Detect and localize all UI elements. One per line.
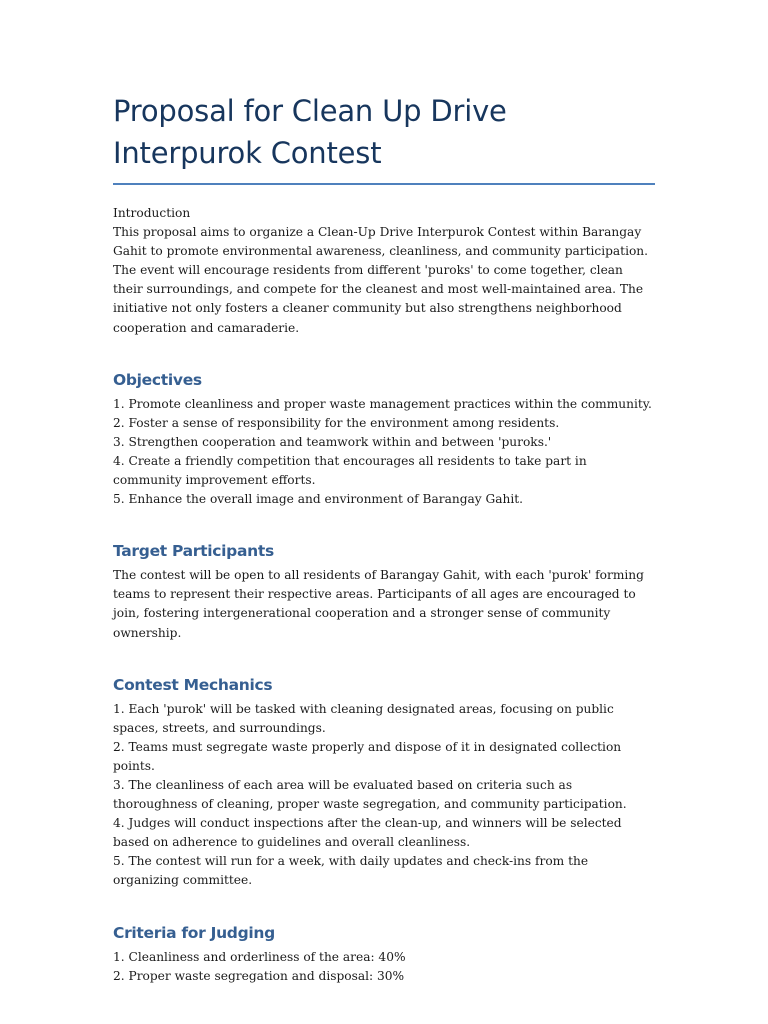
criteria-item: 2. Proper waste segregation and disposal: 30%: [113, 968, 405, 983]
document-page: [113, 90, 655, 986]
participants-heading: Target Participants: [113, 542, 274, 561]
criteria-heading: Criteria for Judging: [113, 923, 275, 942]
objective-item: 3. Strengthen cooperation and teamwork within and between 'puroks.': [113, 434, 552, 449]
mechanics-item: 3. The cleanliness of each area will be evaluated based on criteria such as thoroughness of cleaning, proper waste segregation, and community participation.: [113, 777, 627, 812]
participants-paragraph: The contest will be open to all residents of Barangay Gahit, with each 'purok' forming teams to represent their respective areas. Participants of all ages are encouraged to join, fostering intergenerational cooperation and a stronger sense of community ownership.: [113, 568, 644, 640]
criteria-list: [113, 948, 655, 986]
mechanics-item: 1. Each 'purok' will be tasked with cleaning designated areas, focusing on public spaces, streets, and surroundings.: [113, 701, 614, 735]
introduction-section: [113, 204, 655, 338]
objective-item: 1. Promote cleanliness and proper waste management practices within the community.: [113, 396, 652, 411]
participants-section: [113, 541, 655, 642]
mechanics-heading: Contest Mechanics: [113, 675, 273, 694]
introduction-paragraph: This proposal aims to organize a Clean-Up Drive Interpurok Contest within Barangay Gahit to promote environmental awareness, cleanliness, and community participation. The event will encourage residents from different 'puroks' to come together, clean their surroundings, and compete for the cleanest and most well-maintained area. The initiative not only fosters a cleaner community but also strengthens neighborhood cooperation and camaraderie.: [113, 225, 649, 335]
title-underline: [113, 183, 655, 185]
introduction-label: Introduction: [113, 206, 191, 220]
objectives-heading: Objectives: [113, 370, 202, 389]
objective-item: 5. Enhance the overall image and environment of Barangay Gahit.: [113, 492, 524, 507]
criteria-item: 1. Cleanliness and orderliness of the area: 40%: [113, 949, 406, 964]
mechanics-list: [113, 700, 655, 891]
mechanics-section: [113, 675, 655, 891]
mechanics-item: 2. Teams must segregate waste properly and dispose of it in designated collection points.: [113, 739, 622, 773]
objectives-section: [113, 370, 655, 510]
objective-item: 2. Foster a sense of responsibility for the environment among residents.: [113, 415, 560, 430]
mechanics-item: 5. The contest will run for a week, with daily updates and check-ins from the organizing committee.: [113, 854, 589, 888]
objectives-list: [113, 395, 655, 510]
mechanics-item: 4. Judges will conduct inspections after the clean-up, and winners will be selected based on adherence to guidelines and overall cleanliness.: [113, 816, 622, 850]
objective-item: 4. Create a friendly competition that encourages all residents to take part in community improvement efforts.: [113, 453, 587, 488]
document-title: Proposal for Clean Up Drive Interpurok Contest: [113, 94, 507, 170]
criteria-section: [113, 923, 655, 986]
